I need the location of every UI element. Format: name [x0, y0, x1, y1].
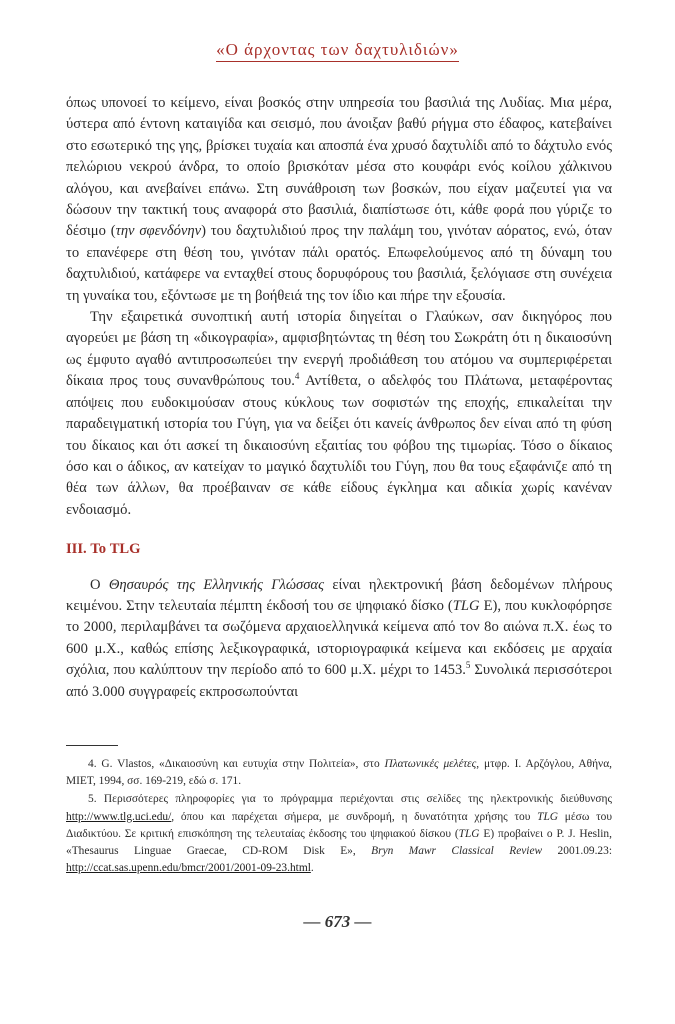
footnote-ref-5[interactable]: 5 — [465, 660, 471, 671]
footnote-ref-4[interactable]: 4 — [294, 371, 300, 382]
tlg-link[interactable]: http://www.tlg.uci.edu/ — [66, 810, 172, 823]
footnote-4: 4. G. Vlastos, «Δικαιοσύνη και ευτυχία στην Πολιτεία», στο Πλατωνικές μελέτες, μτφρ. Ι. Αρζόγλου, Αθήνα, ΜΙΕΤ, 1994, σσ. 169-219, εδώ σ. 171. — [66, 758, 613, 788]
running-head-text: «Ο άρχοντας των δαχτυλιδιών» — [216, 40, 459, 62]
footnotes — [66, 756, 612, 878]
footnote-5: 5. Περισσότερες πληροφορίες για το πρόγραμμα περιέχονται στις σελίδες της ηλεκτρονικής διεύθυνσης http://www.tlg.uci.edu/, όπου και παρέχεται σήμερα, με συνδρομή, η δυνατότητα χρήσης του TLG μέσω του Διαδικτύου. Σε κριτική επισκόπηση της τελευταίας έκδοσης του ψηφιακού δίσκου (TLG E) προβαίνει ο P. J. Heslin, «Thesaurus Linguae Graecae, CD-ROM Disk E», Bryn Mawr Classical Review 2001.09.23: http://ccat.sas.upenn.edu/bmcr/2001/2001-09-23.html. — [66, 793, 612, 875]
section-heading: III. Το TLG — [66, 541, 141, 558]
footnote-divider — [66, 745, 118, 746]
paragraph-1: όπως υπονοεί το κείμενο, είναι βοσκός στην υπηρεσία του βασιλιά της Λυδίας. Μια μέρα, ύστερα από έντονη καταιγίδα και σεισμό, που άνοιξαν βαθύ ρήγμα στο έδαφος, κατεβαίνει στο εσωτερικό της γης, βρίσκει τυχαία και αποσπά ένα χρυσό δαχτυλίδι από το δάχτυλο ενός πελώριου νεκρού άνδρα, το οποίο βρισκόταν μέσα στο κουφάρι ενός κοίλου χάλκινου αλόγου, και ανεβαίνει επάνω. Στη συνάθροιση των βοσκών, που είχαν μαζευτεί για να δώσουν την τακτική τους αναφορά στο βασιλιά, διαπίστωσε ότι, κάθε φορά που γύριζε το δέσιμο (την σφενδόνην) του δαχτυλιδιού προς την παλάμη του, γινόταν αόρατος, ενώ, όταν το επανέφερε στη θέση του, γινόταν πάλι ορατός. Επωφελούμενος από τη δύναμη του δαχτυλιδιού, κατάφερε να ενταχθεί στους δορυφόρους του βασιλιά, ξελόγιασε στη συνέχεια τη γυναίκα του, εξόντωσε με τη βοήθειά της τον ίδιο και πήρε την εξουσία. — [66, 95, 612, 304]
main-text — [66, 93, 612, 703]
paragraph-3: Ο Θησαυρός της Ελληνικής Γλώσσας είναι ηλεκτρονική βάση δεδομένων πλήρους κειμένου. Στην τελευταία πέμπτη έκδοσή του σε ψηφιακό δίσκο (TLG E), που κυκλοφόρησε το 2000, περιλαμβάνει τα σωζόμενα αρχαιοελληνικά κείμενα από τον 8ο αιώνα π.Χ. έως το 600 μ.Χ., καθώς επίσης λεξικογραφικά, ιστοριογραφικά κείμενα και εκδόσεις με αρχαία σχόλια, που καλύπτουν την περίοδο από το 600 μ.Χ. μέχρι το 1453.$^5$ Συνολικά περισσότεροι από 3.000 συγγραφείς εκπροσωπούνται — [66, 576, 613, 700]
bmcr-link[interactable]: http://ccat.sas.upenn.edu/bmcr/2001/2001-09-23.html — [66, 862, 311, 875]
running-head — [0, 40, 675, 60]
italic-phrase: την σφενδόνην — [115, 223, 202, 240]
paragraph-2: Την εξαιρετικά συνοπτική αυτή ιστορία διηγείται ο Γλαύκων, σαν δικηγόρος που αγορεύει με βάση τη «δικογραφία», αμφισβητώντας τη θέση του Σωκράτη ότι η δικαιοσύνη ως έμφυτο αγαθό αντιπροσωπεύει την ενεργή προδιάθεση του ατόμου να συμπεριφέρεται δίκαια προς τους συνανθρώπους του.$^4$ Αντίθετα, ο αδελφός του Πλάτωνα, μεταφέροντας απόψεις που ευδοκιμούσαν στους κύκλους των σοφιστών της εποχής, επικαλείται την παραδειγματική ιστορία του Γύγη, για να δείξει ότι κανείς άνθρωπος δεν είναι από τη φύση του δίκαιος και ότι ασκεί τη δικαιοσύνη εξαιτίας του φόβου της τιμωρίας. Τόσο ο δίκαιος όσο και ο άδικος, αν κατείχαν το μαγικό δαχτυλίδι του Γύγη, που θα τους εξαφάνιζε από τη θέα των άλλων, θα προέβαιναν σε κάθε είδους έγκλημα και αδικία χωρίς κανέναν ενδοιασμό. — [66, 309, 612, 518]
page-number: — 673 — — [303, 912, 372, 931]
